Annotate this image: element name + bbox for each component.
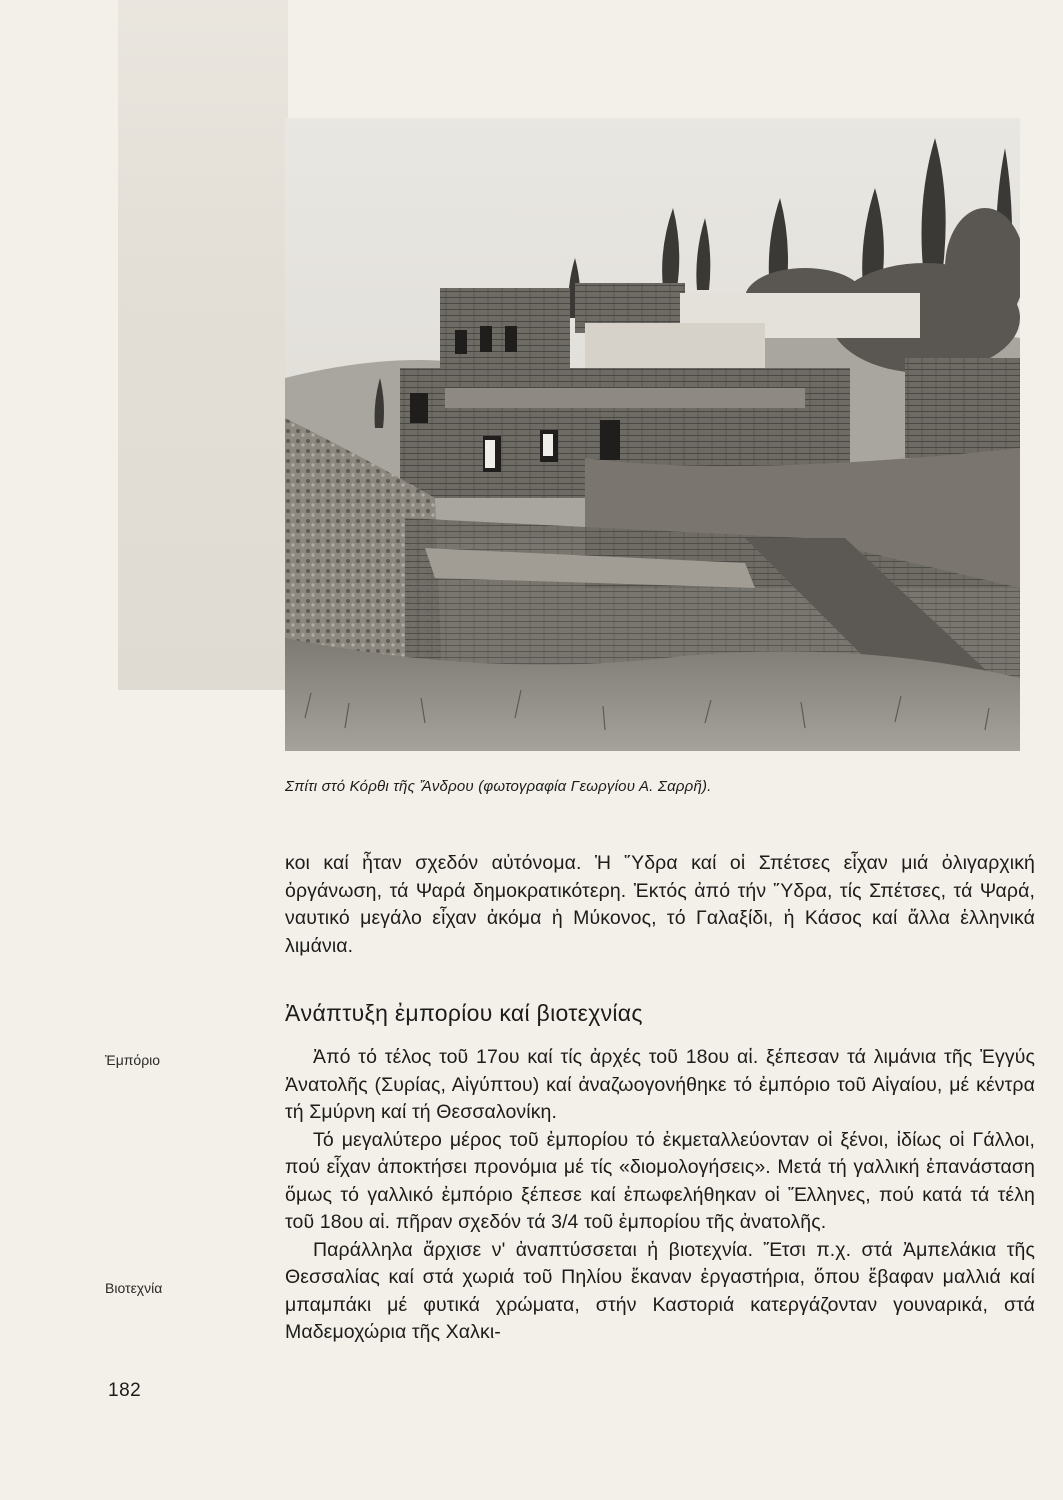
paragraph-foreign-trade: Τό μεγαλύτερο μέρος τοῦ ἐμπορίου τό ἐκμεταλλεύονταν οἱ ξένοι, ἰδίως οἱ Γάλλοι, πού εἶχαν ἀποκτήσει προνόμια μέ τίς «διομολογήσεις». Μετά τή γαλλική ἐπανάσταση ὅμως τό γαλλικό ἐμπόριο ξέπεσε καί ἐπωφελήθηκαν οἱ Ἕλληνες, πού κατά τά τέλη τοῦ 18ου αἱ. πῆραν σχεδόν τά 3/4 τοῦ ἐμπορίου τῆς ἀνατολῆς. <box>285 1128 1035 1233</box>
paragraph-crafts: Παράλληλα ἄρχισε ν' ἀναπτύσσεται ἡ βιοτεχνία. Ἔτσι π.χ. στά Ἀμπελάκια τῆς Θεσσαλίας καί στά χωριά τοῦ Πηλίου ἔκαναν ἐργαστήρια, ὅπου ἔβαφαν μαλλιά καί μπαμπάκι μέ φυτικά χρώματα, στήν Καστοριά κατεργάζονταν γουναρικά, στά Μαδεμοχώρια τῆς Χαλκι- <box>285 1238 1035 1343</box>
section-title: Ἀνάπτυξη ἐμπορίου καί βιοτεχνίας <box>285 1000 643 1026</box>
photo-caption: Σπίτι στό Κόρθι τῆς Ἄνδρου (φωτογραφία Γεωργίου Α. Σαρρῆ). <box>285 778 712 795</box>
page-number: 182 <box>108 1380 142 1401</box>
intro-paragraph-text: κοι καί ἦταν σχεδόν αὐτόνομα. Ἡ Ὕδρα καί οἱ Σπέτσες εἶχαν μιά ὀλιγαρχική ὀργάνωση, τά Ψαρά δημοκρατικότερη. Ἐκτός ἀπό τήν Ὕδρα, τίς Σπέτσες, τά Ψαρά, ναυτικό μεγάλο εἶχαν ἀκόμα ἡ Μύκονος, τό Γαλαξίδι, ἡ Κάσος καί ἄλλα ἑλληνικά λιμάνια. <box>285 852 1035 957</box>
show-through-shadow <box>118 0 288 690</box>
photograph-house-korthi <box>285 118 1020 751</box>
margin-note-commerce: Ἐμπόριο <box>105 1052 161 1068</box>
intro-paragraph <box>285 850 1035 960</box>
photograph-illustration <box>285 118 1020 751</box>
section-body <box>285 1044 1035 1347</box>
margin-note-crafts: Βιοτεχνία <box>105 1280 163 1296</box>
paragraph-commerce-intro: Ἀπό τό τέλος τοῦ 17ου καί τίς ἀρχές τοῦ 18ου αἱ. ξέπεσαν τά λιμάνια τῆς Ἐγγύς Ἀνατολῆς (Συρίας, Αἰγύπτου) καί ἀναζωογονήθηκε τό ἐμπόριο τοῦ Αἰγαίου, μέ κέντρα τή Σμύρνη καί τή Θεσσαλονίκη. <box>285 1046 1035 1123</box>
